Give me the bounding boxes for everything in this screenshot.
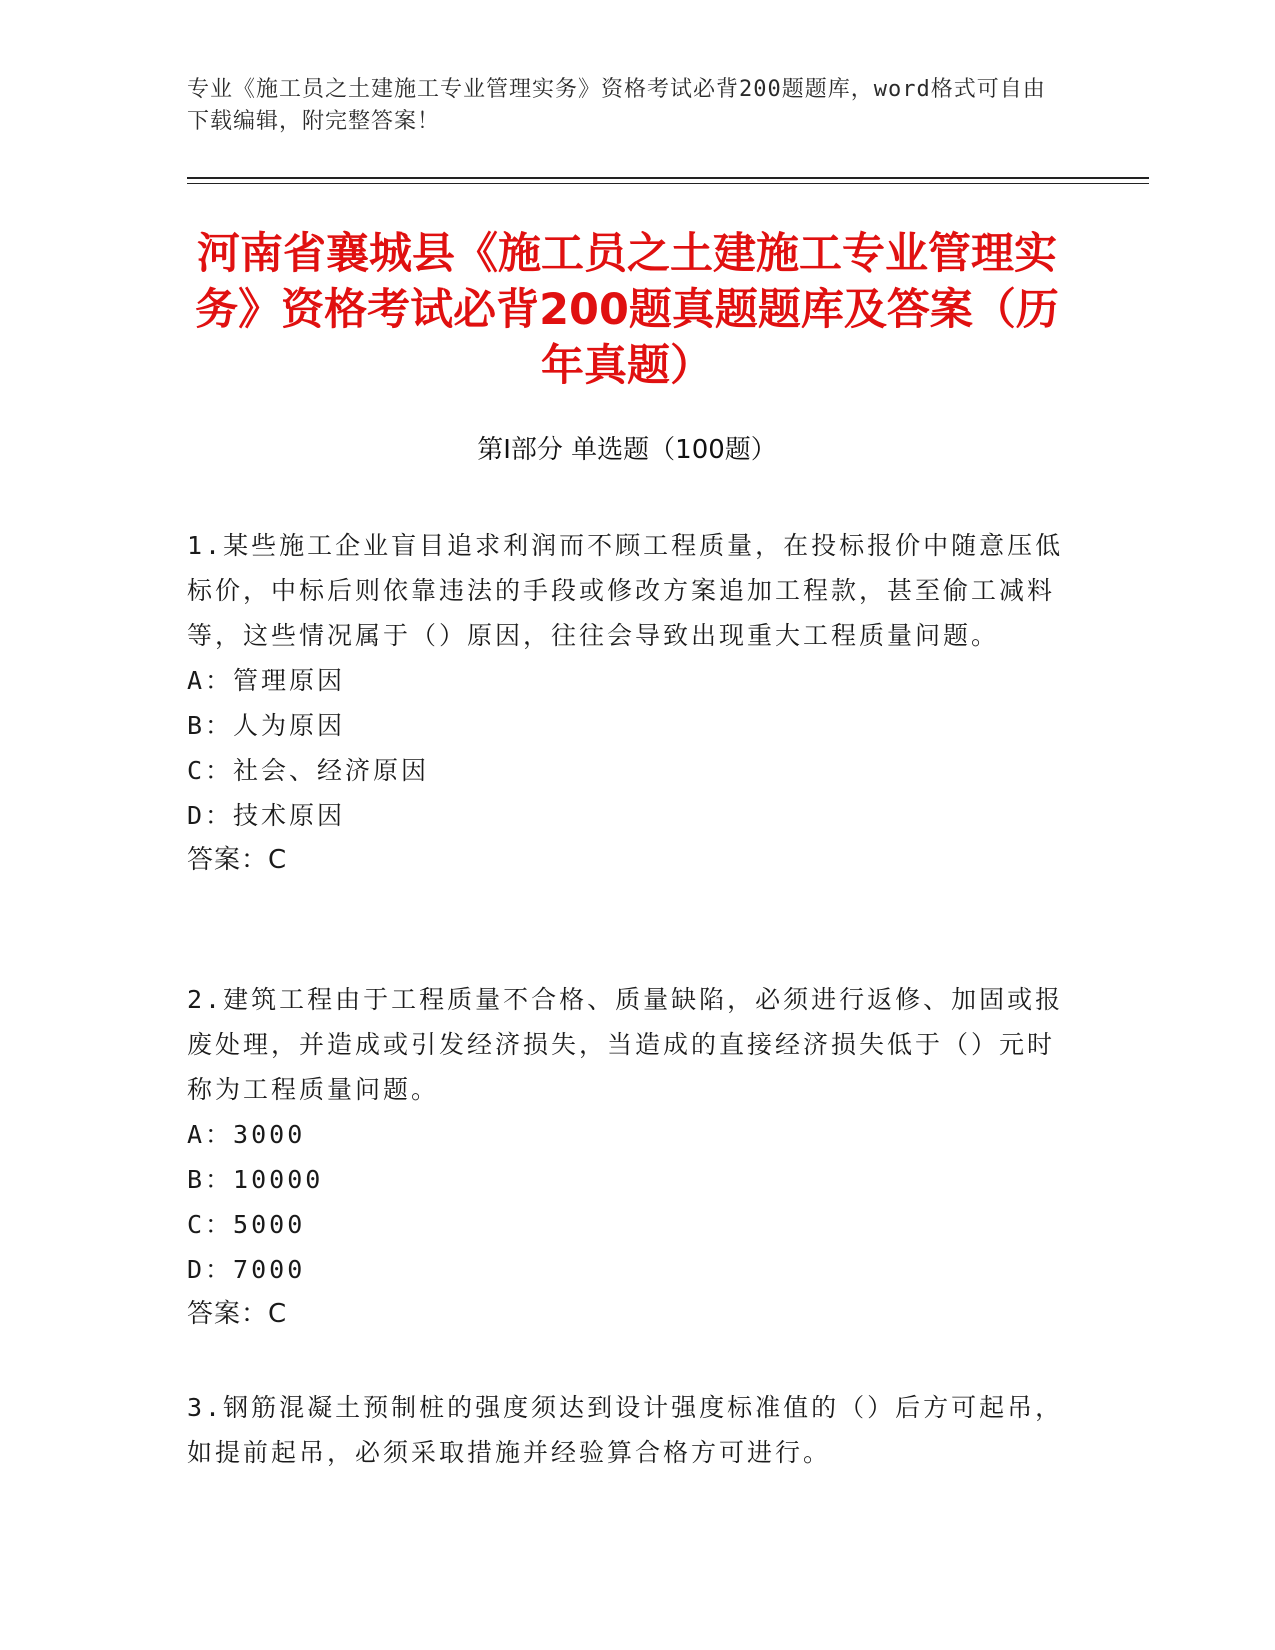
question-1 [187,523,1067,883]
option-c: C：5000 [187,1210,306,1239]
question-text: 2.建筑工程由于工程质量不合格、质量缺陷，必须进行返修、加固或报废处理，并造成或引发经济损失，当造成的直接经济损失低于（）元时称为工程质量问题。 [187,985,1064,1104]
question-2 [187,977,1067,1337]
answer: 答案：C [187,845,288,875]
option-b: B：人为原因 [187,711,346,740]
option-b: B：10000 [187,1165,324,1194]
header-note: 专业《施工员之土建施工专业管理实务》资格考试必背200题题库，word格式可自由下载编辑，附完整答案！ [187,77,1046,134]
question-3 [187,1385,1067,1475]
option-a: A：3000 [187,1120,306,1149]
option-d: D：技术原因 [187,801,346,830]
question-text: 3.钢筋混凝土预制桩的强度须达到设计强度标准值的（）后方可起吊，如提前起吊，必须采取措施并经验算合格方可进行。 [187,1393,1064,1467]
header-divider-thin [187,183,1149,184]
header-divider-thick [187,177,1149,179]
document-title: 河南省襄城县《施工员之土建施工专业管理实务》资格考试必背200题真题题库及答案（历年真题） [195,229,1059,391]
section-title: 第I部分 单选题（100题） [477,435,777,465]
answer: 答案：C [187,1299,288,1329]
question-text: 1.某些施工企业盲目追求利润而不顾工程质量，在投标报价中随意压低标价，中标后则依靠违法的手段或修改方案追加工程款，甚至偷工减料等，这些情况属于（）原因，往往会导致出现重大工程质量问题。 [187,531,1064,650]
option-a: A：管理原因 [187,666,346,695]
option-d: D：7000 [187,1255,306,1284]
option-c: C：社会、经济原因 [187,756,430,785]
